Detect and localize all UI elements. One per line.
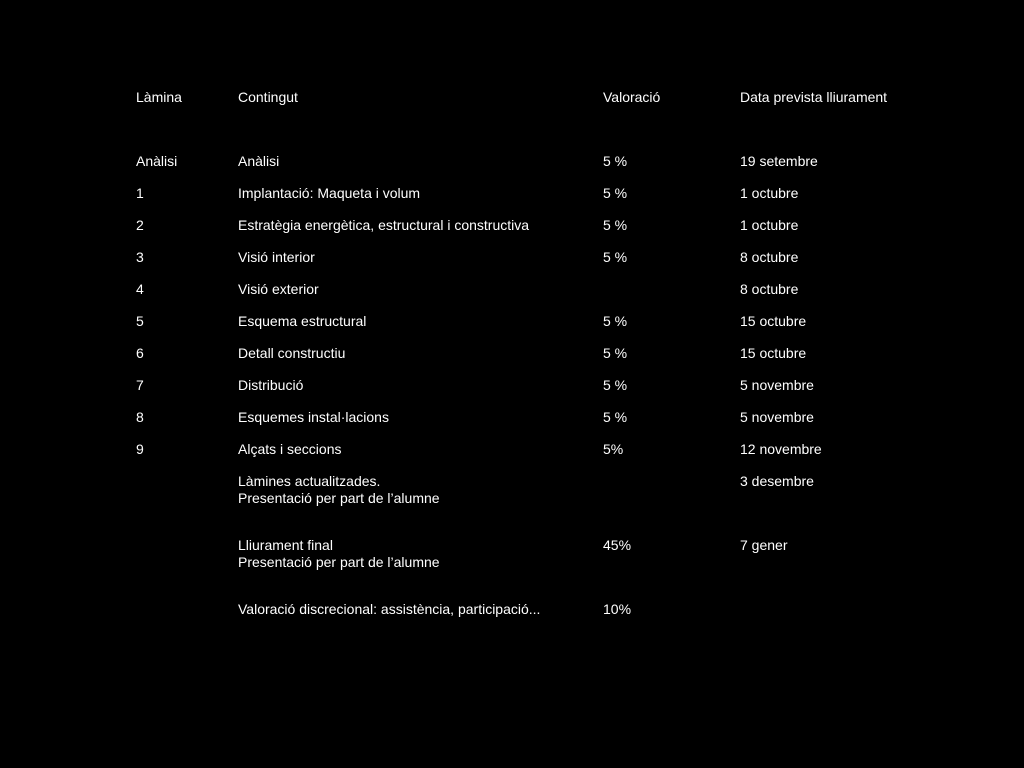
cell-data: 8 octubre — [740, 249, 799, 265]
cell-contingut: Visió exterior — [238, 281, 319, 297]
header-valoracio: Valoració — [603, 89, 661, 105]
cell-lamina: 4 — [136, 281, 144, 297]
cell-contingut: Valoració discrecional: assistència, participació... — [238, 601, 541, 617]
cell-contingut-line: Lliurament final — [238, 537, 333, 553]
cell-lamina: 2 — [136, 217, 144, 233]
cell-data: 5 novembre — [740, 409, 814, 425]
cell-valoracio: 5 % — [603, 377, 628, 393]
cell-lamina: 8 — [136, 409, 144, 425]
cell-data: 15 octubre — [740, 345, 807, 361]
cell-lamina: Anàlisi — [136, 153, 178, 169]
cell-data: 1 octubre — [740, 217, 799, 233]
cell-data: 8 octubre — [740, 281, 799, 297]
cell-contingut-line: Presentació per part de l’alumne — [238, 490, 440, 506]
cell-data: 1 octubre — [740, 185, 799, 201]
cell-contingut: Anàlisi — [238, 153, 280, 169]
cell-lamina: 7 — [136, 377, 144, 393]
cell-valoracio: 5 % — [603, 345, 628, 361]
cell-valoracio: 5% — [603, 441, 624, 457]
cell-lamina: 6 — [136, 345, 144, 361]
cell-lamina: 5 — [136, 313, 144, 329]
cell-valoracio: 45% — [603, 537, 632, 553]
cell-lamina: 3 — [136, 249, 144, 265]
cell-contingut: Distribució — [238, 377, 304, 393]
cell-contingut-multiline — [238, 473, 440, 507]
cell-valoracio: 5 % — [603, 409, 628, 425]
header-lamina: Làmina — [136, 89, 182, 105]
cell-valoracio: 5 % — [603, 249, 628, 265]
cell-valoracio: 5 % — [603, 217, 628, 233]
cell-data: 3 desembre — [740, 473, 814, 489]
cell-data: 12 novembre — [740, 441, 822, 457]
header-contingut: Contingut — [238, 89, 298, 105]
cell-contingut-multiline — [238, 537, 440, 571]
cell-contingut: Esquemes instal·lacions — [238, 409, 389, 425]
cell-contingut: Alçats i seccions — [238, 441, 342, 457]
cell-contingut: Detall constructiu — [238, 345, 346, 361]
cell-valoracio: 5 % — [603, 185, 628, 201]
cell-lamina: 1 — [136, 185, 144, 201]
cell-contingut-line: Presentació per part de l’alumne — [238, 554, 440, 570]
cell-valoracio: 5 % — [603, 153, 628, 169]
cell-contingut: Visió interior — [238, 249, 315, 265]
cell-lamina: 9 — [136, 441, 144, 457]
cell-contingut: Esquema estructural — [238, 313, 367, 329]
cell-contingut: Estratègia energètica, estructural i constructiva — [238, 217, 530, 233]
cell-data: 7 gener — [740, 537, 788, 553]
cell-contingut-line: Làmines actualitzades. — [238, 473, 381, 489]
cell-data: 15 octubre — [740, 313, 807, 329]
cell-valoracio: 5 % — [603, 313, 628, 329]
header-data: Data prevista lliurament — [740, 89, 888, 105]
cell-data: 5 novembre — [740, 377, 814, 393]
cell-valoracio: 10% — [603, 601, 632, 617]
cell-data: 19 setembre — [740, 153, 818, 169]
cell-contingut: Implantació: Maqueta i volum — [238, 185, 421, 201]
